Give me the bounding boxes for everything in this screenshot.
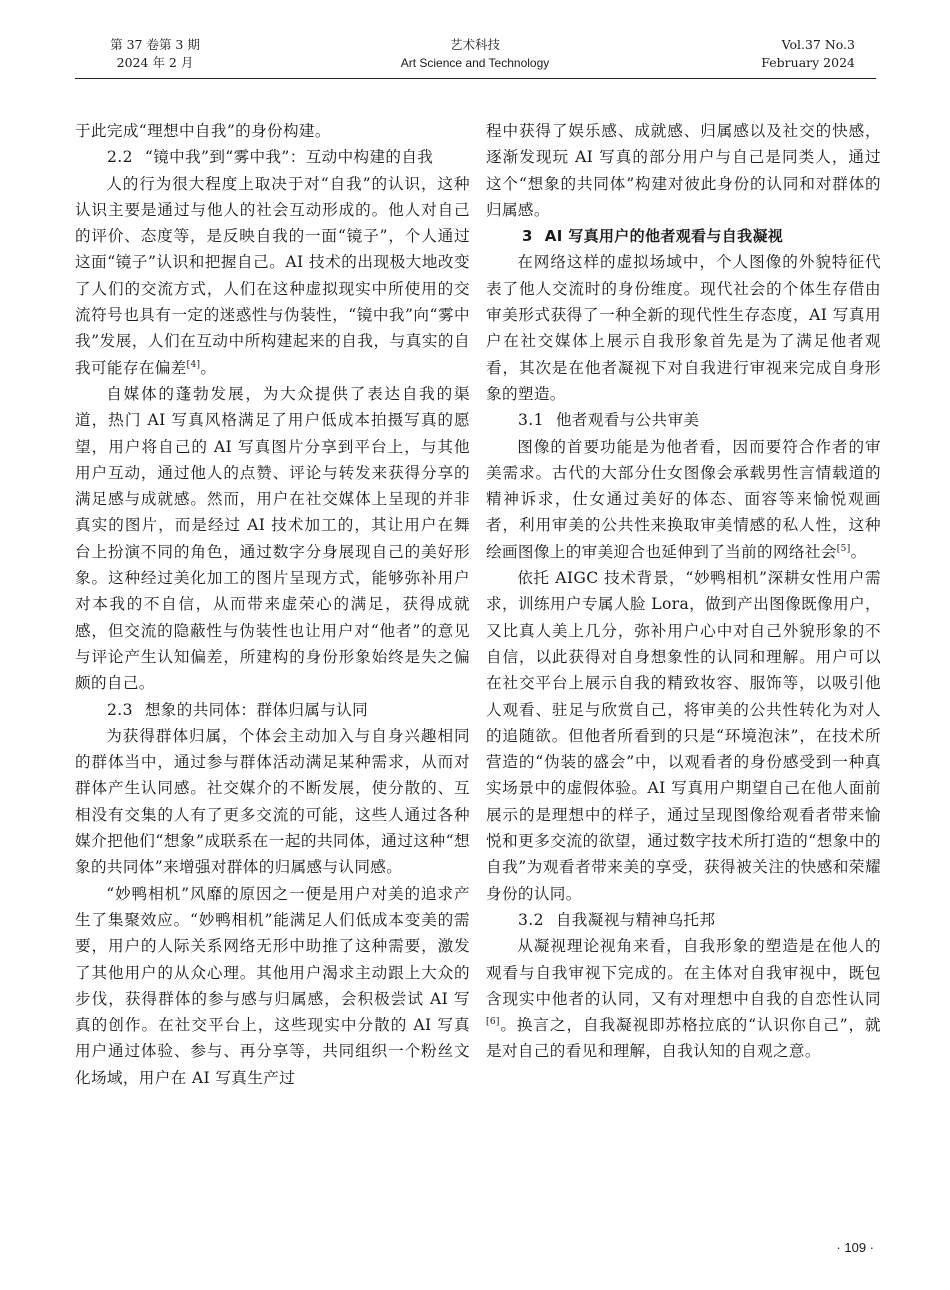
running-header [75, 36, 875, 78]
paragraph: 依托 AIGC 技术背景，“妙鸭相机”深耕女性用户需求，训练用户专属人脸 Lora，做到产出图像既像用户，又比真人美上几分，弥补用户心中对自己外貌形象的不自信，以此获得对自身想象性的认同和理解。用户可以在社交平台上展示自我的精致妆容、服饰等，以吸引他人观看、驻足与欣赏自己，将审美的公共性转化为对人的追随欲。但他者所看到的只是“环境泡沫”，在技术所营造的“伪装的盛会”中，以观看者的身份感受到一种真实场景中的虚假体验。AI 写真用户期望自己在他人面前展示的是理想中的样子，通过呈现图像给观看者带来愉悦和更多交流的欲望，通过数字技术所打造的“想象中的自我”为观看者带来美的享受，获得被关注的快感和荣耀身份的认同。 [486, 569, 881, 903]
header-rule [75, 78, 876, 79]
paragraph: 从凝视理论视角来看，自我形象的塑造是在他人的观看与自我审视下完成的。在主体对自我审视中，既包含现实中他者的认同，又有对理想中自我的自恋性认同[6]。换言之，自我凝视即苏格拉底的“认识你自己”，就是对自己的看见和理解，自我认知的自观之意。 [486, 937, 881, 1061]
paragraph: 自媒体的蓬勃发展，为大众提供了表达自我的渠道，热门 AI 写真风格满足了用户低成本拍摄写真的愿望，用户将自己的 AI 写真图片分享到平台上，与其他用户互动，通过他人的点赞、评论与转发来获得分享的满足感与成就感。然而，用户在社交媒体上呈现的并非真实的图片，而是经过 AI 技术加工的，其让用户在舞台上扮演不同的角色，通过数字分身展现自己的美好形象。这种经过美化加工的图片呈现方式，能够弥补用户对本我的不自信，从而带来虚荣心的满足，获得成就感，但交流的隐蔽性与伪装性也让用户对“他者”的意见与评论产生认知偏差，所建构的身份形象始终是失之偏颇的自己。 [75, 384, 470, 693]
citation-ref: [5] [836, 543, 851, 554]
citation-ref: [4] [186, 359, 201, 370]
header-vol-no-en: Vol.37 No.3 February 2024 [761, 37, 855, 70]
paragraph: 人的行为很大程度上取决于对“自我”的认识，这种认识主要是通过与他人的社会互动形成的。他人对自己的评价、态度等，是反映自我的一面“镜子”，个人通过这面“镜子”认识和把握自己。AI 技术的出现极大地改变了人们的交流方式，人们在这种虚拟现实中所使用的交流符号也具有一定的迷惑性与伪装性，“镜中我”向“雾中我”发展，人们在互动中所构建起来的自我，与真实的自我可能存在偏差[4]。 [75, 174, 470, 377]
header-volume-issue: 第 37 卷第 3 期 2024 年 2 月 [110, 37, 200, 70]
right-column [486, 118, 881, 1065]
page-number: · 109 · [836, 1240, 874, 1255]
paragraph: 于此完成“理想中自我”的身份构建。 [75, 122, 331, 140]
citation-ref: [6] [486, 1017, 500, 1028]
header-journal-title: 艺术科技 Art Science and Technology [400, 37, 550, 70]
section-heading-3-2: 3.2 自我凝视与精神乌托邦 [518, 910, 716, 929]
section-heading-2-3: 2.3 想象的共同体：群体归属与认同 [107, 700, 369, 719]
paragraph: 在网络这样的虚拟场域中，个人图像的外貌特征代表了他人交流时的身份维度。现代社会的个体生存借由审美形式获得了一种全新的现代性生存态度，AI 写真用户在社交媒体上展示自我形象首先是为了满足他者观看，其次是在他者凝视下对自我进行审视来完成自身形象的塑造。 [486, 253, 881, 403]
section-heading-2-2: 2.2 “镜中我”到“雾中我”：互动中构建的自我 [107, 148, 434, 167]
section-heading-3-1: 3.1 他者观看与公共审美 [518, 411, 700, 430]
left-column [75, 118, 470, 1091]
paragraph: 为获得群体归属，个体会主动加入与自身兴趣相同的群体当中，通过参与群体活动满足某种需求，从而对群体产生认同感。社交媒介的不断发展，使分散的、互相没有交集的人有了更多交流的可能，这些人通过各种媒介把他们“想象”成联系在一起的共同体，通过这种“想象的共同体”来增强对群体的归属感与认同感。 [75, 726, 470, 877]
paragraph: “妙鸭相机”风靡的原因之一便是用户对美的追求产生了集聚效应。“妙鸭相机”能满足人们低成本变美的需要，用户的人际关系网络无形中助推了这种需要，激发了其他用户的从众心理。其他用户渴求主动跟上大众的步伐，获得群体的参与感与归属感，会积极尝试 AI 写真的创作。在社交平台上，这些现实中分散的 AI 写真用户通过体验、参与、再分享等，共同组织一个粉丝文化场域，用户在 AI 写真生产过 [75, 884, 470, 1087]
paragraph: 图像的首要功能是为他者看，因而要符合作者的审美需求。古代的大部分仕女图像会承载男性言情载道的精神诉求，仕女通过美好的体态、面容等来愉悦观画者，利用审美的公共性来换取审美情感的私人性，这种绘画图像上的审美迎合也延伸到了当前的网络社会[5]。 [486, 437, 881, 561]
section-heading-3: 3 AI 写真用户的他者观看与自我凝视 [522, 227, 784, 246]
paragraph: 程中获得了娱乐感、成就感、归属感以及社交的快感，逐渐发现玩 AI 写真的部分用户与自己是同类人，通过这个“想象的共同体”构建对彼此身份的认同和对群体的归属感。 [486, 122, 881, 219]
